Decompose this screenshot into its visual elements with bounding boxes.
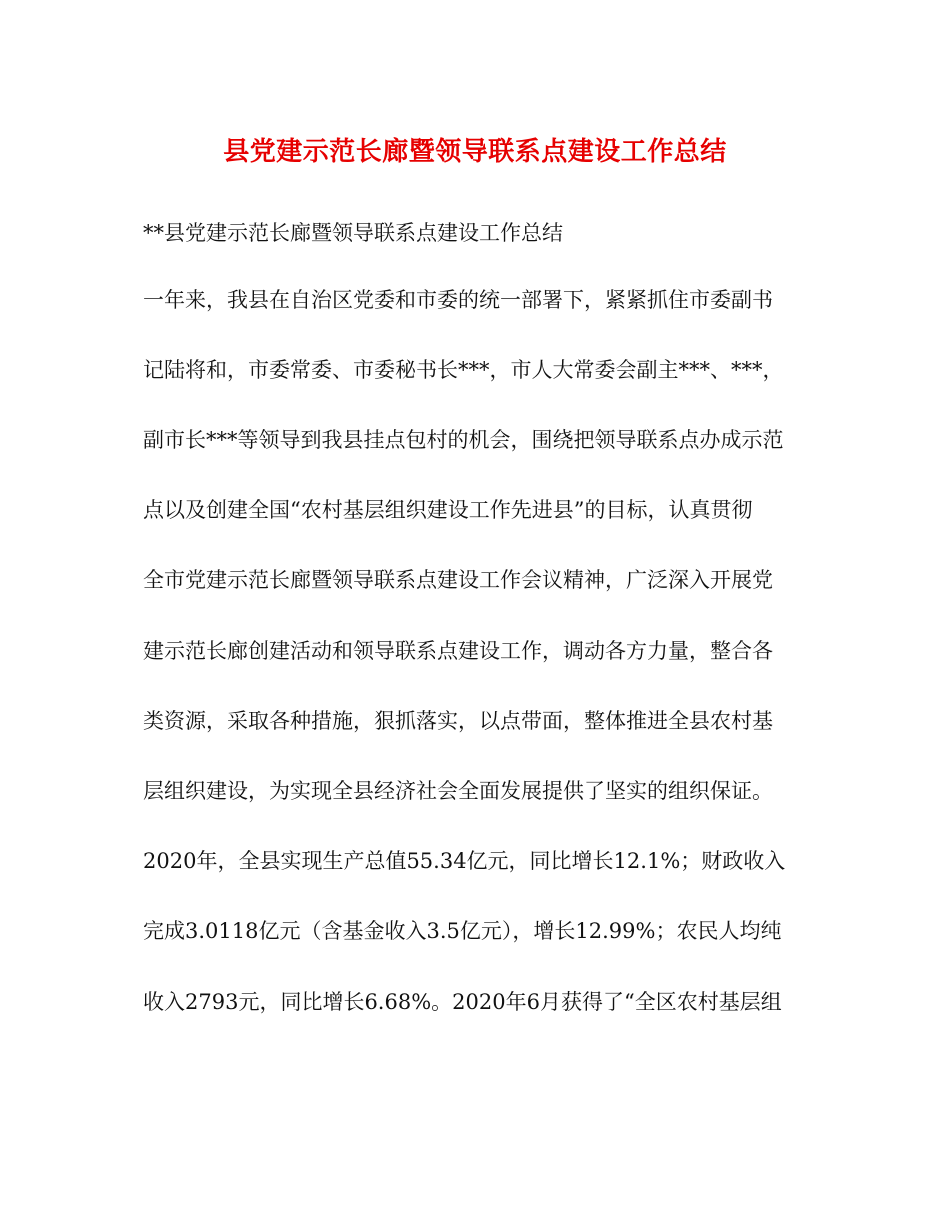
body-line: 点以及创建全国“农村基层组织建设工作先进县”的目标，认真贯彻	[143, 498, 753, 522]
body-line: 完成3.0118亿元（含基金收入3.5亿元），增长12.99%；农民人均纯	[143, 919, 782, 943]
body-line: 2020年，全县实现生产总值55.34亿元，同比增长12.1%；财政收入	[143, 849, 786, 873]
body-line: 记陆将和，市委常委、市委秘书长***，市人大常委会副主***、***，	[143, 358, 784, 382]
body-line: 类资源，采取各种措施，狠抓落实，以点带面，整体推进全县农村基	[143, 709, 773, 733]
body-line: 全市党建示范长廊暨领导联系点建设工作会议精神，广泛深入开展党	[143, 568, 773, 592]
document-subtitle: **县党建示范长廊暨领导联系点建设工作总结	[143, 221, 563, 245]
body-line: 副市长***等领导到我县挂点包村的机会，围绕把领导联系点办成示范	[143, 428, 784, 452]
body-line: 建示范长廊创建活动和领导联系点建设工作，调动各方力量，整合各	[143, 639, 773, 663]
document-title: 县党建示范长廊暨领导联系点建设工作总结	[223, 137, 727, 167]
body-line: 一年来，我县在自治区党委和市委的统一部署下，紧紧抓住市委副书	[143, 288, 773, 312]
body-line: 收入2793元，同比增长6.68%。2020年6月获得了“全区农村基层组	[143, 990, 782, 1014]
body-line: 层组织建设，为实现全县经济社会全面发展提供了坚实的组织保证。	[143, 779, 773, 803]
